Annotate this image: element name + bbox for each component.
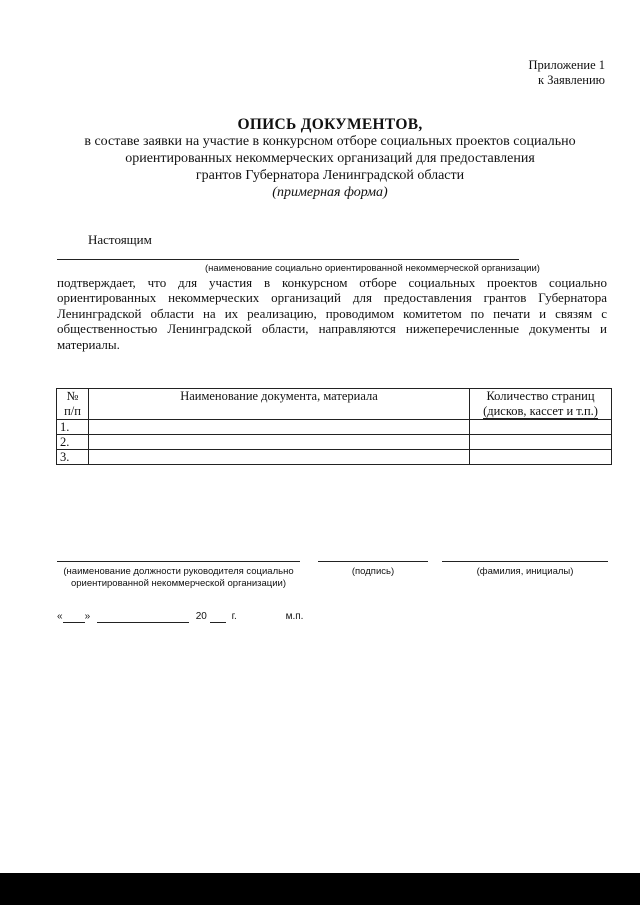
- full-name-line[interactable]: [442, 561, 608, 562]
- form-note: (примерная форма): [272, 185, 388, 200]
- header-number-line-2: п/п: [64, 403, 81, 418]
- organization-caption: (наименование социально ориентированной некоммерческой организации): [205, 263, 540, 274]
- title-main: ОПИСЬ ДОКУМЕНТОВ,: [237, 116, 423, 133]
- table-row: [57, 420, 612, 435]
- appendix-label: [529, 58, 605, 88]
- row-page-count-cell[interactable]: [470, 450, 612, 465]
- row-page-count-cell[interactable]: [470, 435, 612, 450]
- header-page-count: [470, 389, 612, 420]
- header-document-name: Наименование документа, материала: [89, 389, 470, 420]
- title-line-3: грантов Губернатора Ленинградской области: [195, 168, 465, 183]
- table-row: [57, 435, 612, 450]
- row-page-count-cell[interactable]: [470, 420, 612, 435]
- row-number: 3.: [57, 450, 89, 465]
- signature-caption: (подпись): [351, 566, 395, 577]
- title-line-2: ориентированных некоммерческих организаций для предоставления: [125, 151, 535, 166]
- date-year-suffix: г.: [231, 611, 237, 622]
- date-year-blank[interactable]: [210, 611, 226, 623]
- row-number: 1.: [57, 420, 89, 435]
- stamp-place-label: м.п.: [285, 611, 304, 622]
- header-number: [57, 389, 89, 420]
- intro-text: Настоящим: [88, 232, 152, 247]
- row-document-name-cell[interactable]: [89, 420, 470, 435]
- header-number-line-1: №: [66, 389, 79, 403]
- declaration-paragraph: подтверждает, что для участия в конкурсном отборе социальных проектов социально ориентированных некоммерческих организаций для предоставления грантов Губернатора Ленинградской области на их реализацию, проводимом комитетом по печати и связям с общественностью Ленинградской области, направляются нижеперечисленные документы и материалы.: [57, 275, 607, 352]
- date-close-quote: »: [84, 611, 91, 622]
- header-count-line-1: Количество страниц: [486, 389, 595, 403]
- date-open-quote: «: [57, 611, 63, 622]
- row-number: 2.: [57, 435, 89, 450]
- header-count-line-2: (дисков, кассет и т.п.): [483, 403, 598, 418]
- document-title: [40, 116, 620, 201]
- row-document-name-cell[interactable]: [89, 435, 470, 450]
- organization-name-line[interactable]: [57, 259, 519, 260]
- appendix-line-1: Приложение 1: [528, 58, 605, 72]
- documents-table: [56, 388, 612, 465]
- appendix-line-2: к Заявлению: [538, 73, 605, 87]
- position-caption-line-2: ориентированной некоммерческой организации): [70, 578, 287, 589]
- position-caption: [57, 566, 300, 590]
- position-caption-line-1: (наименование должности руководителя социально: [63, 566, 294, 577]
- position-signature-line[interactable]: [57, 561, 300, 562]
- table-header-row: [57, 389, 612, 420]
- table-row: [57, 450, 612, 465]
- signature-line[interactable]: [318, 561, 428, 562]
- date-day-blank[interactable]: [63, 611, 85, 623]
- scan-edge-bar: [0, 873, 640, 905]
- date-row: [57, 611, 303, 623]
- date-month-blank[interactable]: [97, 611, 189, 623]
- date-year-prefix: 20: [195, 611, 207, 622]
- title-line-1: в составе заявки на участие в конкурсном отборе социальных проектов социально: [84, 134, 576, 149]
- full-name-caption: (фамилия, инициалы): [476, 566, 574, 577]
- row-document-name-cell[interactable]: [89, 450, 470, 465]
